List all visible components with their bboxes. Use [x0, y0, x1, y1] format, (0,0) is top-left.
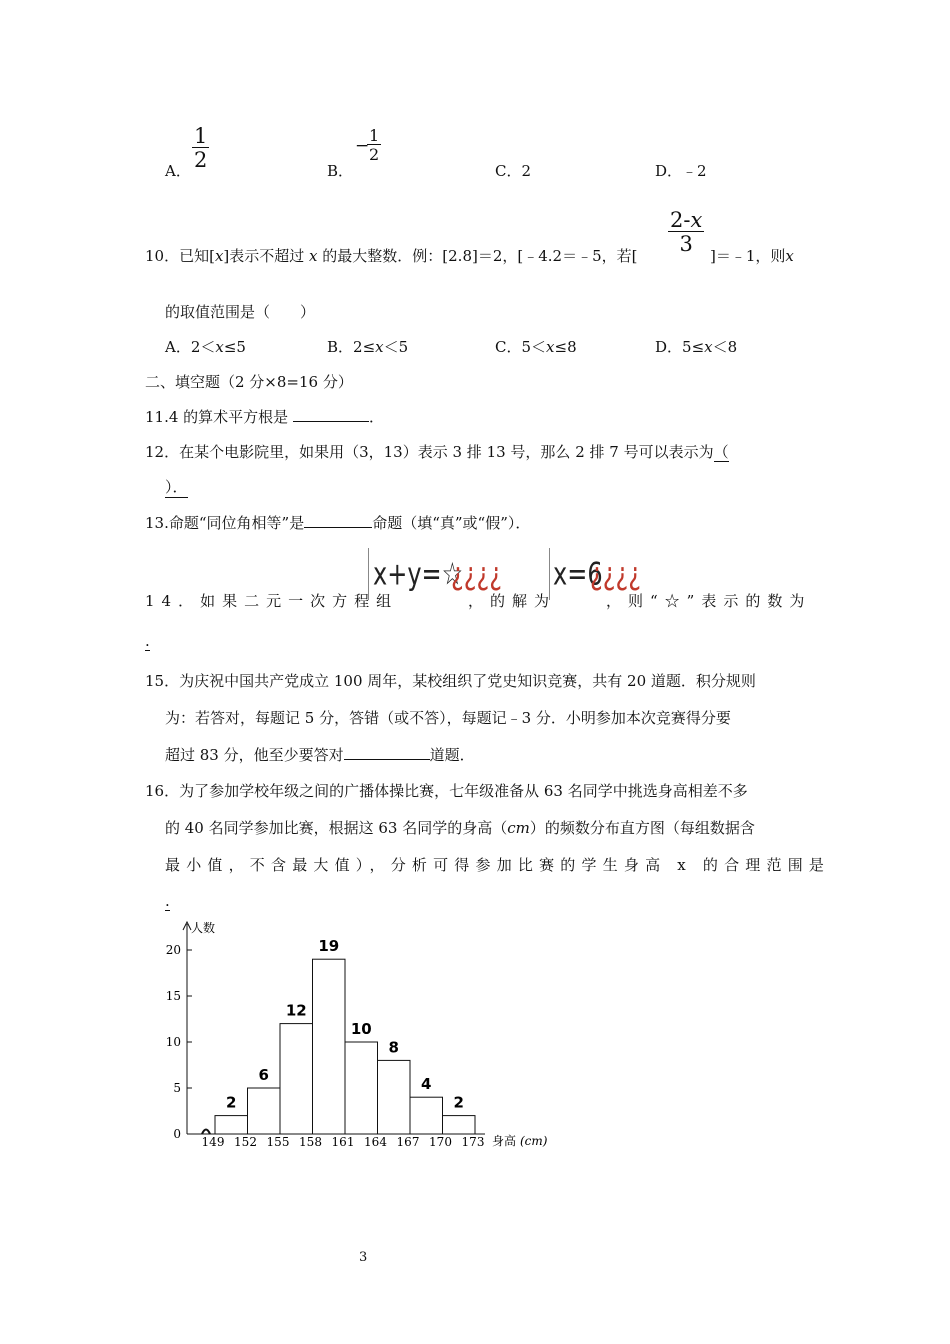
- bar-label-4: 10: [350, 1020, 372, 1038]
- q10-option-a: A．2＜x≤5: [165, 338, 246, 356]
- q9-option-a-letter: A．: [165, 162, 191, 180]
- q13-answer-blank[interactable]: [304, 513, 372, 528]
- y-tick-label-20: 20: [165, 943, 181, 957]
- q9-option-c: C．2: [495, 162, 532, 180]
- bar-label-5: 8: [388, 1038, 399, 1057]
- bar-3: [313, 959, 346, 1134]
- q11-answer-blank[interactable]: [293, 407, 369, 422]
- q14-text-b: ，的解为: [468, 592, 557, 610]
- q15-line3: 超过 83 分，他至少要答对 道题．: [165, 746, 475, 764]
- y-axis-label: 人数: [191, 921, 216, 935]
- x-tick-label-149: 149: [201, 1135, 225, 1149]
- bar-label-6: 4: [421, 1075, 432, 1094]
- q10-fraction: $\frac{2-x}{3}$: [670, 208, 703, 256]
- q14-text-a: 14．如果二元一次方程组: [145, 592, 399, 610]
- q15-line1: 15．为庆祝中国共产党成立 100 周年，某校组织了党史知识竞赛，共有 20 道题．积分规则: [145, 672, 756, 690]
- q14-solution: x=6 ¿¿¿¿: [549, 548, 554, 600]
- q10-line1: 10．已知[x]表示不超过 x 的最大整数．例：[2.8]＝2，[﹣4.2＝﹣5，若[: [145, 247, 638, 265]
- x-axis-unit: (cm): [520, 1134, 548, 1148]
- bar-label-0: 2: [226, 1093, 237, 1112]
- q15-answer-blank[interactable]: [344, 745, 430, 760]
- x-axis-break-mark: [202, 1130, 210, 1135]
- q10-option-d: D．5≤x＜8: [655, 338, 738, 356]
- bar-label-3: 19: [318, 937, 340, 956]
- x-tick-label-158: 158: [299, 1135, 322, 1149]
- x-tick-label-161: 161: [331, 1135, 355, 1149]
- bar-6: [410, 1097, 443, 1134]
- x-tick-label-155: 155: [266, 1135, 290, 1149]
- y-tick-label-15: 15: [165, 989, 181, 1003]
- question-12-line1: 12．在某个电影院里，如果用（3，13）表示 3 排 13 号，那么 2 排 7 号可以表示为（: [145, 443, 729, 461]
- q16-line1: 16．为了参加学校年级之间的广播体操比赛，七年级准备从 63 名同学中挑选身高相差不多: [145, 782, 748, 800]
- q9-option-a-fraction: $\frac{1}{2}$: [194, 124, 208, 172]
- bar-7: [443, 1116, 476, 1134]
- bar-4: [345, 1042, 378, 1134]
- bar-1: [248, 1088, 281, 1134]
- q16-answer-line: .: [165, 892, 170, 910]
- q14-text-c: ，则“☆”表示的数为: [606, 592, 812, 610]
- q16-line3: 最小值，不含最大值），分析可得参加比赛的学生身高 x 的合理范围是: [165, 856, 831, 874]
- q10-line1-end: ]＝﹣1，则x: [710, 247, 794, 265]
- bar-5: [378, 1060, 411, 1134]
- q9-option-b-fraction: $\frac{1}{2}$: [369, 126, 380, 164]
- x-axis-label: 身高: [492, 1134, 517, 1148]
- q14-equation-system: x+y=☆ ¿¿¿¿: [368, 548, 373, 600]
- q10-option-b: B．2≤x＜5: [327, 338, 409, 356]
- x-tick-label-170: 170: [429, 1135, 452, 1149]
- q15-line2: 为：若答对，每题记 5 分，答错（或不答），每题记﹣3 分．小明参加本次竞赛得分要: [165, 709, 731, 727]
- q14-answer-line: .: [145, 632, 150, 650]
- q9-option-b-letter: B．: [327, 162, 354, 180]
- question-13: 13.命题“同位角相等”是 命题（填“真”或“假”）．: [145, 514, 531, 532]
- x-tick-label-164: 164: [364, 1135, 387, 1149]
- q9-option-d: D．﹣2: [655, 162, 707, 180]
- bar-label-2: 12: [285, 1001, 307, 1020]
- height-histogram: [140, 910, 570, 1160]
- page-number: 3: [359, 1250, 368, 1265]
- q10-option-c: C．5＜x≤8: [495, 338, 577, 356]
- bar-0: [215, 1116, 248, 1134]
- y-tick-label-5: 5: [173, 1081, 181, 1095]
- question-11: 11.4 的算术平方根是 ．: [145, 408, 384, 426]
- x-tick-label-152: 152: [234, 1135, 257, 1149]
- question-12-line2: ）．: [165, 478, 188, 496]
- q12-answer-open: （: [713, 443, 729, 461]
- histogram-bars: [215, 959, 475, 1134]
- x-tick-label-173: 173: [461, 1135, 485, 1149]
- q9-option-b-sign: −: [355, 136, 370, 156]
- q16-line2: 的 40 名同学参加比赛，根据这 63 名同学的身高（cm）的频数分布直方图（每组数据含: [165, 819, 755, 837]
- y-tick-label-0: 0: [173, 1127, 181, 1141]
- section-2-heading: 二、填空题（2 分×8=16 分）: [145, 373, 353, 391]
- bar-label-1: 6: [258, 1066, 269, 1084]
- bar-label-7: 2: [453, 1093, 464, 1112]
- bar-2: [280, 1024, 313, 1134]
- x-tick-label-167: 167: [396, 1135, 420, 1149]
- y-tick-label-10: 10: [165, 1035, 181, 1049]
- q10-line2: 的取值范围是（ ）: [165, 303, 316, 321]
